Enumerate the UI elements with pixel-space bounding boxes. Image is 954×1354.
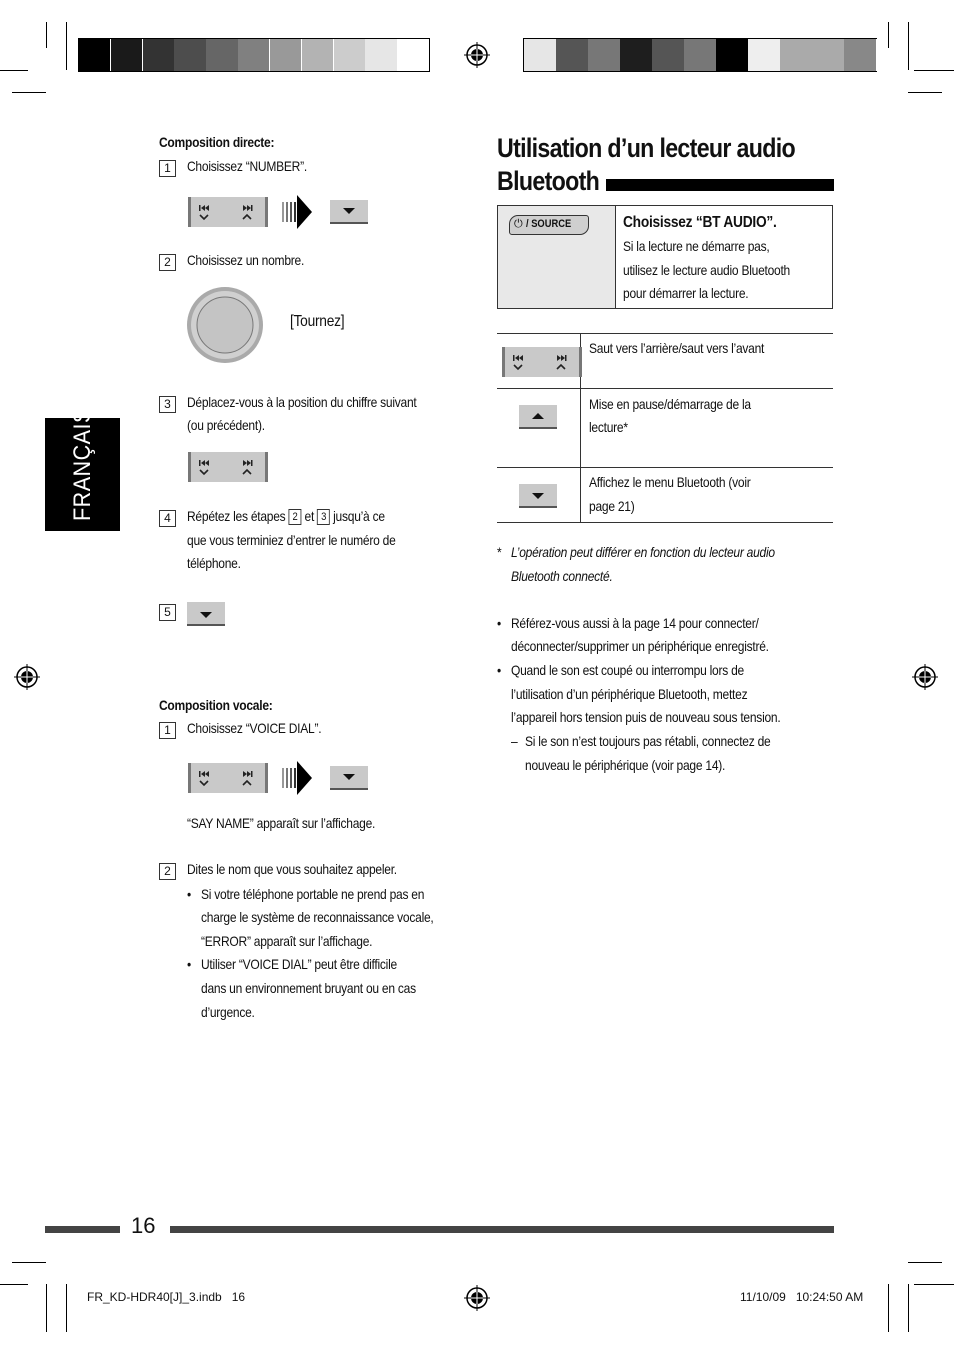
- bt-audio-box: [497, 205, 833, 309]
- seek-button[interactable]: [188, 197, 268, 227]
- footnote-text: Bluetooth connecté.: [511, 568, 613, 584]
- crop-mark: [0, 1284, 28, 1285]
- step-text: Choisissez “NUMBER”.: [187, 158, 307, 174]
- skip-back-forward-icon: [191, 763, 265, 793]
- color-swatch: [588, 39, 621, 71]
- crop-mark: [908, 1284, 909, 1332]
- footer-rule-right: [170, 1226, 834, 1233]
- color-swatch: [111, 39, 143, 71]
- skip-back-forward-icon: [191, 197, 265, 227]
- seek-button[interactable]: [188, 452, 268, 482]
- bt-audio-text: Si la lecture ne démarre pas,: [623, 238, 770, 254]
- inline-step-number: 3: [317, 509, 330, 525]
- crop-mark: [908, 92, 942, 93]
- table-row-text: lecture*: [589, 419, 628, 435]
- color-swatch: [365, 39, 397, 71]
- hold-arrow-icon: [282, 193, 312, 231]
- registration-mark-icon: [464, 1285, 490, 1311]
- table-rule: [497, 467, 833, 468]
- step-text: (ou précédent).: [187, 417, 265, 433]
- page-number: 16: [131, 1213, 156, 1238]
- crop-mark: [46, 1284, 47, 1332]
- crop-mark: [888, 1284, 889, 1332]
- color-swatch: [334, 39, 366, 71]
- table-rule: [497, 388, 833, 389]
- source-label: / SOURCE: [526, 218, 572, 230]
- skip-back-forward-icon: [191, 452, 265, 482]
- bullet-icon: •: [187, 956, 191, 972]
- crop-mark: [66, 22, 67, 70]
- turn-label: [Tournez]: [290, 313, 345, 330]
- table-rule: [497, 522, 833, 523]
- table-row-text: page 21): [589, 498, 635, 514]
- step-number: 5: [159, 604, 176, 621]
- dash-text: nouveau le périphérique (voir page 14).: [525, 757, 726, 773]
- bullet-text: Si votre téléphone portable ne prend pas en: [201, 886, 425, 902]
- registration-mark-icon: [14, 664, 40, 690]
- print-file-info: FR_KD-HDR40[J]_3.indb 16: [87, 1290, 246, 1304]
- color-swatch: [620, 39, 653, 71]
- registration-mark-icon: [912, 664, 938, 690]
- step-text-part: Répétez les étapes: [187, 508, 286, 524]
- color-swatch: [270, 39, 302, 71]
- color-swatch: [302, 39, 334, 71]
- down-arrow-icon: [330, 766, 368, 788]
- color-swatch: [716, 39, 749, 71]
- step-number: 4: [159, 510, 176, 527]
- bullet-text: l’utilisation d’un périphérique Bluetooth, mettez: [511, 686, 748, 702]
- bt-audio-text: pour démarrer la lecture.: [623, 285, 749, 301]
- table-rule: [497, 333, 833, 334]
- crop-mark: [914, 70, 954, 71]
- step-number: 2: [159, 254, 176, 271]
- print-date-info: 11/10/09 10:24:50 AM: [740, 1290, 864, 1304]
- bt-audio-text: utilisez le lecture audio Bluetooth: [623, 262, 791, 278]
- footer-rule-left: [45, 1226, 120, 1233]
- step-text: que vous terminiez d’entrer le numéro de: [187, 532, 396, 548]
- bullet-text: d’urgence.: [201, 1004, 255, 1020]
- up-button[interactable]: [519, 405, 557, 429]
- footnote-star: *: [497, 544, 502, 560]
- crop-mark: [46, 22, 47, 48]
- page-title-line: Bluetooth: [497, 166, 600, 196]
- bullet-icon: •: [497, 662, 501, 678]
- color-swatch: [844, 39, 877, 71]
- crop-mark: [914, 1284, 954, 1285]
- table-row-text: Saut vers l’arrière/saut vers l’avant: [589, 340, 765, 356]
- page-title-line: Utilisation d’un lecteur audio: [497, 133, 796, 163]
- crop-mark: [0, 70, 28, 71]
- language-side-tab: [45, 408, 120, 531]
- hold-arrow-icon: [282, 759, 312, 797]
- up-arrow-icon: [519, 405, 557, 427]
- table-row-text: Mise en pause/démarrage de la: [589, 396, 751, 412]
- volume-knob-icon[interactable]: [186, 286, 264, 364]
- down-button[interactable]: [330, 766, 368, 790]
- color-swatch: [652, 39, 685, 71]
- bullet-text: Utiliser “VOICE DIAL” peut être difficile: [201, 956, 397, 972]
- color-swatch: [143, 39, 175, 71]
- step-text: Déplacez-vous à la position du chiffre suivant: [187, 394, 417, 410]
- color-swatch: [748, 39, 781, 71]
- bt-audio-heading: Choisissez “BT AUDIO”.: [623, 214, 777, 231]
- section-title-voice: Composition vocale:: [159, 697, 273, 713]
- dash-text: Si le son n’est toujours pas rétabli, connectez de: [525, 733, 771, 749]
- color-swatch: [684, 39, 717, 71]
- down-arrow-icon: [519, 484, 557, 506]
- crop-mark: [66, 1284, 67, 1332]
- bullet-text: charge le système de reconnaissance vocale,: [201, 909, 434, 925]
- crop-mark: [908, 1262, 942, 1263]
- crop-mark: [12, 92, 46, 93]
- step-text-part: et: [304, 508, 315, 524]
- crop-mark: [908, 22, 909, 70]
- step-number: 3: [159, 396, 176, 413]
- title-rule: [606, 179, 834, 191]
- color-swatch: [780, 39, 813, 71]
- dash-icon: –: [511, 733, 518, 749]
- bullet-text: “ERROR” apparaît sur l’affichage.: [201, 933, 373, 949]
- registration-mark-icon: [464, 42, 490, 68]
- step-text: Choisissez “VOICE DIAL”.: [187, 720, 322, 736]
- down-arrow-icon: [330, 200, 368, 222]
- say-name-note: “SAY NAME” apparaît sur l’affichage.: [187, 815, 376, 831]
- seek-button[interactable]: [502, 347, 582, 377]
- seek-button[interactable]: [188, 763, 268, 793]
- color-swatch: [524, 39, 557, 71]
- down-button[interactable]: [330, 200, 368, 224]
- power-icon: ⏻: [514, 217, 523, 230]
- step-text: Dites le nom que vous souhaitez appeler.: [187, 861, 397, 877]
- color-swatch: [556, 39, 589, 71]
- bullet-text: l’appareil hors tension puis de nouveau sous tension.: [511, 709, 781, 725]
- footnote-text: L’opération peut différer en fonction du lecteur audio: [511, 544, 775, 560]
- step-text-part: jusqu’à ce: [333, 508, 385, 524]
- inline-step-number: 2: [289, 509, 302, 525]
- table-row-text: Affichez le menu Bluetooth (voir: [589, 474, 751, 490]
- source-button[interactable]: [509, 215, 589, 235]
- skip-back-forward-icon: [505, 347, 579, 377]
- section-title-direct: Composition directe:: [159, 134, 275, 150]
- step-text: [187, 508, 385, 525]
- bullet-text: dans un environnement bruyant ou en cas: [201, 980, 416, 996]
- color-bar-left: [78, 38, 430, 72]
- crop-mark: [12, 1262, 46, 1263]
- bullet-icon: •: [187, 886, 191, 902]
- bullet-text: Référez-vous aussi à la page 14 pour connecter/: [511, 615, 759, 631]
- button-table: [497, 333, 833, 523]
- color-swatch: [79, 39, 111, 71]
- color-bar-right: [523, 38, 877, 72]
- color-swatch: [206, 39, 238, 71]
- down-button[interactable]: [187, 602, 225, 626]
- crop-mark: [888, 22, 889, 48]
- step-text: téléphone.: [187, 555, 241, 571]
- bullet-text: déconnecter/supprimer un périphérique enregistré.: [511, 638, 769, 654]
- step-number: 2: [159, 863, 176, 880]
- step-number: 1: [159, 722, 176, 739]
- bullet-icon: •: [497, 615, 501, 631]
- color-swatch: [812, 39, 845, 71]
- color-swatch: [174, 39, 206, 71]
- language-side-tab-label: FRANÇAIS: [69, 408, 96, 521]
- step-text: Choisissez un nombre.: [187, 252, 305, 268]
- down-button[interactable]: [519, 484, 557, 508]
- down-arrow-icon: [187, 602, 225, 624]
- step-number: 1: [159, 160, 176, 177]
- bullet-text: Quand le son est coupé ou interrompu lors de: [511, 662, 744, 678]
- color-swatch: [397, 39, 429, 71]
- color-swatch: [238, 39, 270, 71]
